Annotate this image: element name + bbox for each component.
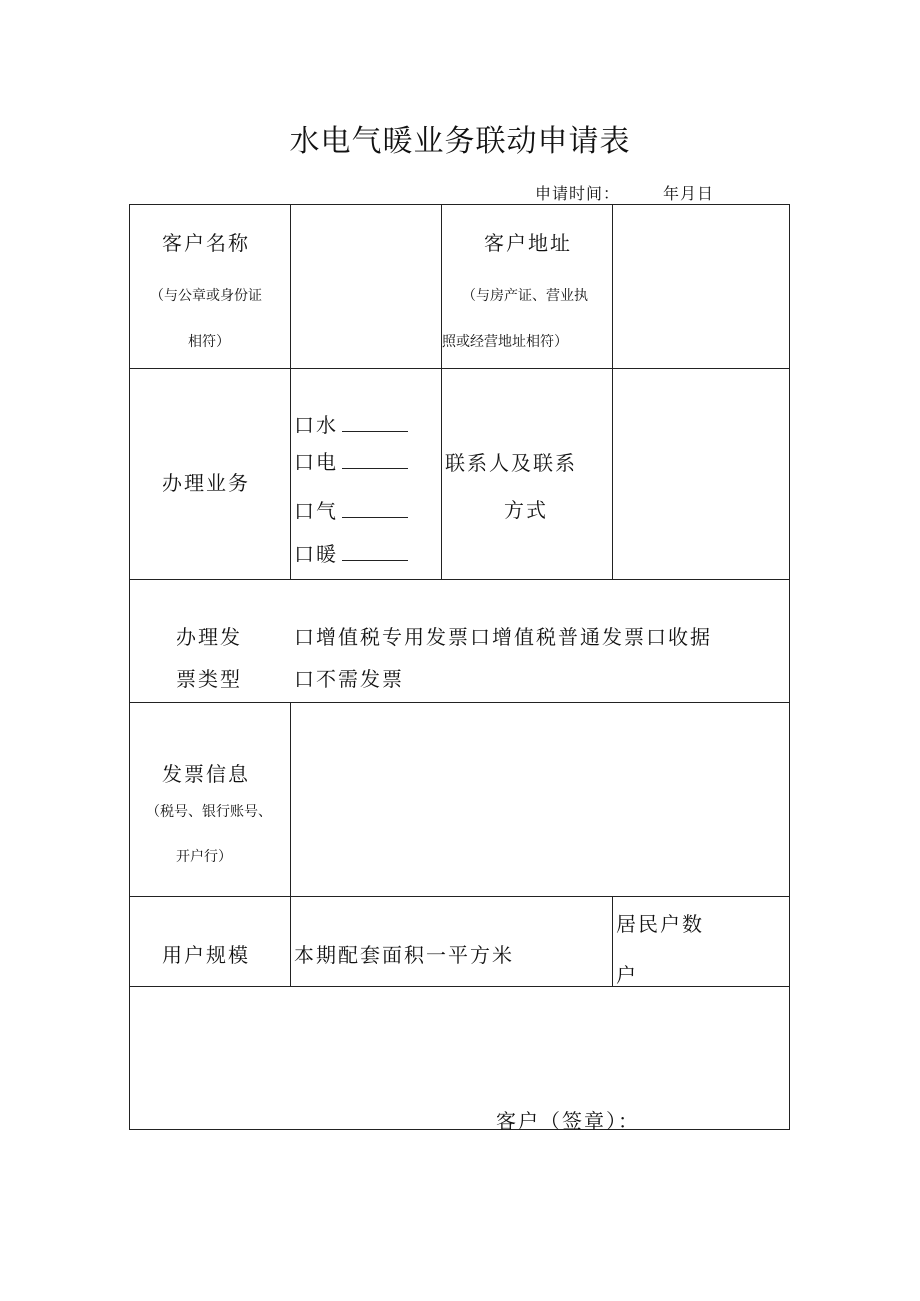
user-scale-label: 用户规模 [162, 943, 250, 967]
application-date-ymd: 年月日 [663, 184, 715, 203]
column-divider [441, 205, 442, 579]
business-option-label: 口水 [294, 413, 338, 437]
customer-name-field[interactable] [292, 207, 440, 367]
business-option-heating[interactable] [294, 538, 408, 567]
business-option-blank [342, 415, 408, 432]
row-divider [130, 579, 789, 580]
business-option-label: 口电 [294, 450, 338, 474]
invoice-info-note: 开户行） [176, 849, 232, 865]
customer-signature-field[interactable] [132, 988, 787, 1098]
invoice-info-label: 发票信息 [162, 762, 250, 786]
row-divider [130, 368, 789, 369]
business-option-blank [342, 452, 408, 469]
column-divider [612, 896, 613, 986]
contact-label: 联系人及联系 [445, 451, 577, 475]
business-option-gas[interactable] [294, 495, 408, 524]
invoice-type-label: 办理发 [176, 625, 242, 649]
invoice-type-label-cont: 票类型 [176, 667, 242, 691]
business-option-water[interactable] [294, 409, 408, 438]
business-option-label: 口气 [294, 499, 338, 523]
invoice-type-option-none[interactable]: 口不需发票 [294, 667, 404, 691]
invoice-info-note: （税号、银行账号、 [146, 804, 272, 820]
column-divider [290, 702, 291, 986]
residents-count-label: 居民户数 [616, 912, 704, 936]
customer-signature-label: 客户（签章）： [496, 1109, 640, 1133]
customer-address-label: 客户地址 [484, 231, 572, 255]
business-option-electricity[interactable] [294, 446, 408, 475]
business-option-blank [342, 501, 408, 518]
form-title: 水电气暖业务联动申请表 [289, 124, 631, 159]
application-date [535, 181, 715, 204]
business-label: 办理业务 [162, 471, 250, 495]
row-divider [130, 986, 789, 987]
customer-address-note: （与房产证、营业执 [462, 288, 588, 304]
invoice-info-field[interactable] [292, 704, 788, 894]
customer-address-note: 照或经营地址相符） [442, 334, 568, 350]
customer-address-field[interactable] [614, 207, 788, 367]
application-date-label: 申请时间： [535, 184, 621, 203]
column-divider [612, 205, 613, 579]
contact-field[interactable] [614, 370, 788, 578]
application-form-table [129, 204, 790, 1133]
customer-name-note: （与公章或身份证 [150, 288, 262, 304]
customer-name-label: 客户名称 [162, 231, 250, 255]
row-divider [130, 702, 789, 703]
column-divider [290, 205, 291, 579]
business-option-blank [342, 544, 408, 561]
row-divider [130, 896, 789, 897]
customer-name-note: 相符） [188, 334, 230, 350]
supporting-area[interactable]: 本期配套面积一平方米 [294, 943, 514, 967]
contact-label-cont: 方式 [504, 498, 548, 522]
business-option-label: 口暖 [294, 542, 338, 566]
invoice-type-options[interactable]: 口增值税专用发票口增值税普通发票口收据 [294, 625, 712, 649]
residents-count-unit: 户 [616, 963, 638, 987]
